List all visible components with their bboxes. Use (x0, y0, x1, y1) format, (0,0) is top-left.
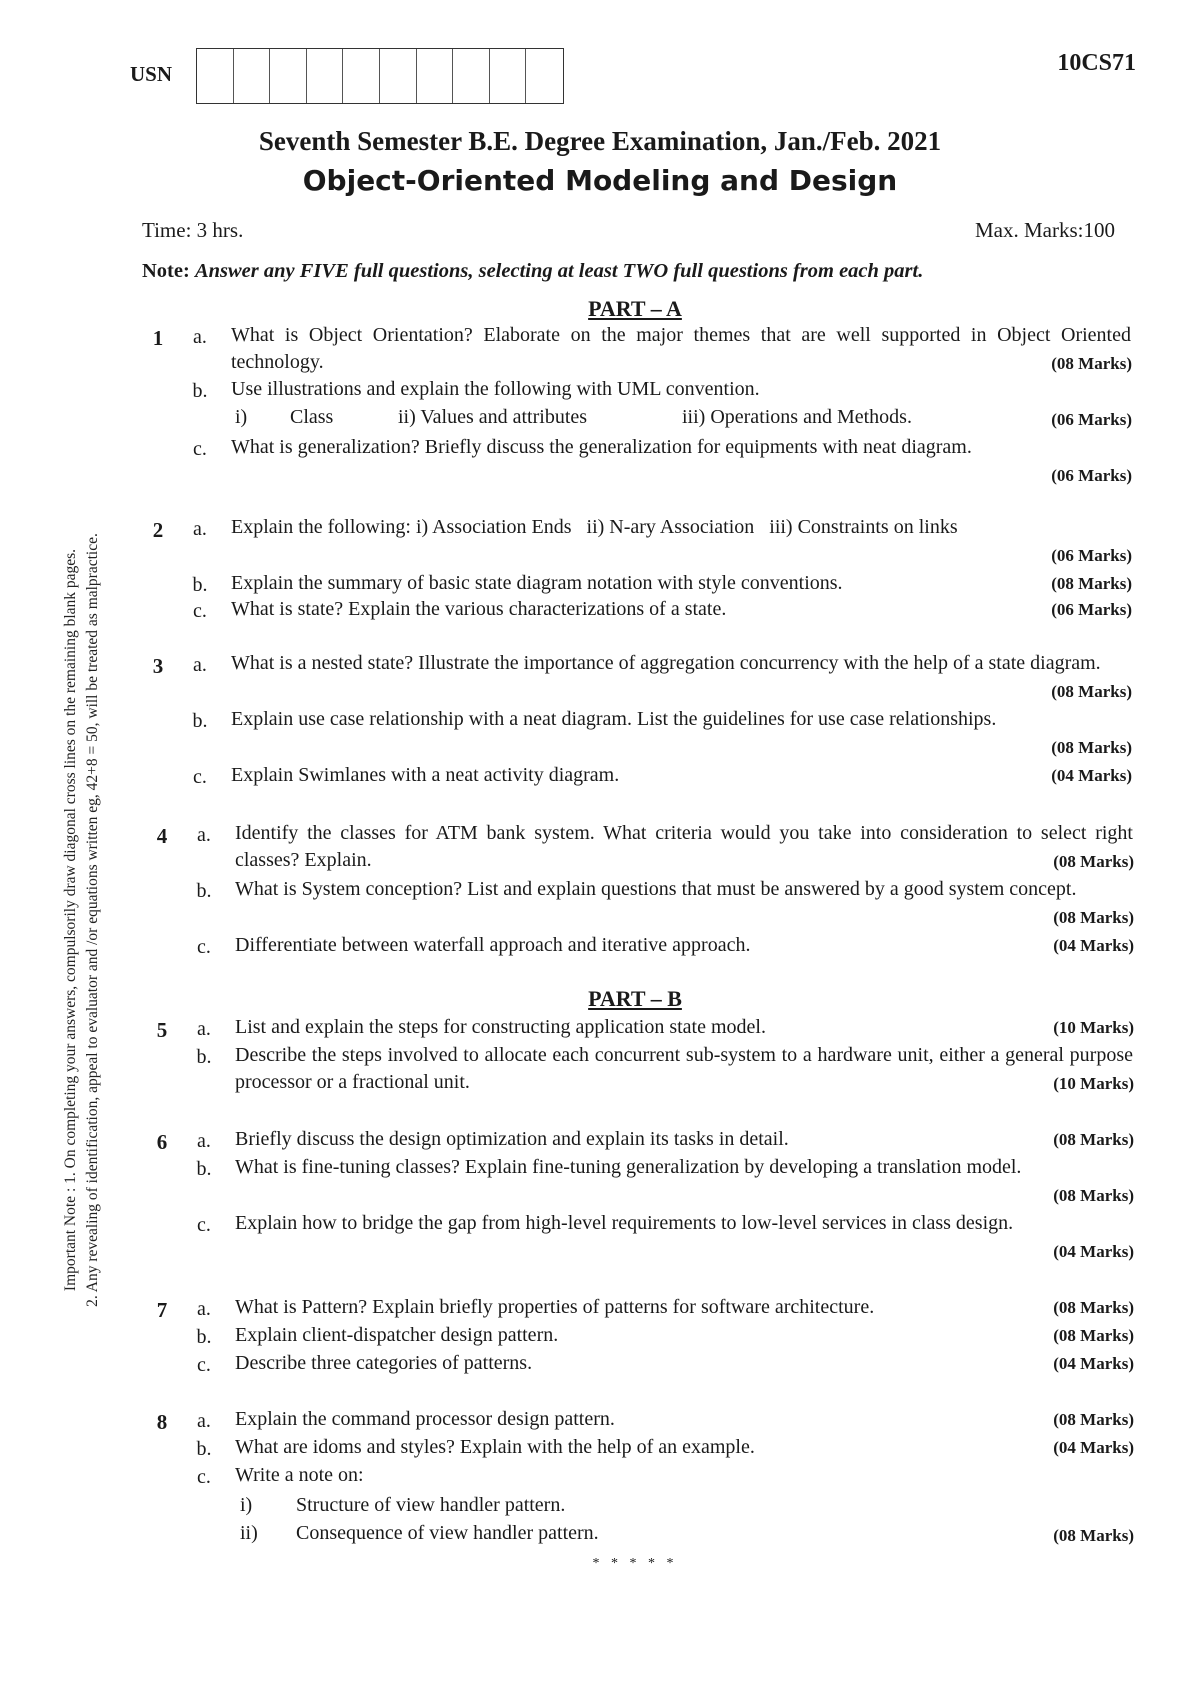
max-marks: Max. Marks:100 (975, 218, 1115, 242)
end-stars: * * * * * (592, 1556, 678, 1571)
marks: (08 Marks) (1053, 908, 1134, 927)
subquestion-label: b. (196, 1158, 212, 1180)
question-text: What are idoms and styles? Explain with the help of an example. (235, 1436, 755, 1458)
usn-box (417, 49, 454, 103)
question-number: 1 (152, 326, 164, 350)
list-item-text: Class (290, 406, 334, 428)
note-text: Answer any FIVE full questions, selecting at least TWO full questions from each part. (194, 260, 924, 282)
subquestion-label: c. (197, 1354, 211, 1376)
question-text: What is a nested state? Illustrate the importance of aggregation concurrency with the help of a state diagram. (231, 652, 1101, 674)
subquestion-label: c. (193, 766, 207, 788)
marks: (04 Marks) (1053, 1242, 1134, 1261)
usn-boxes (196, 48, 564, 104)
marks: (08 Marks) (1053, 1186, 1134, 1205)
question-number: 8 (156, 1410, 168, 1434)
part-a-heading: PART – A (588, 296, 682, 321)
exam-title: Seventh Semester B.E. Degree Examination, Jan./Feb. 2021 (258, 126, 942, 156)
usn-box (453, 49, 490, 103)
question-text: What is System conception? List and explain questions that must be answered by a good system concept. (235, 878, 1077, 900)
question-text: Explain Swimlanes with a neat activity diagram. (231, 764, 620, 786)
subquestion-label: b. (192, 710, 208, 732)
question-text: Describe the steps involved to allocate each concurrent sub-system to a hardware unit, either a general purpose processor or a fractional unit. (235, 1044, 1133, 1093)
instructions-note (142, 260, 923, 283)
usn-box (307, 49, 344, 103)
subquestion-label: a. (197, 824, 211, 846)
marks: (08 Marks) (1053, 1298, 1134, 1317)
question-text: What is fine-tuning classes? Explain fine-tuning generalization by developing a translation model. (235, 1156, 1022, 1178)
subquestion-label: a. (197, 1298, 211, 1320)
marks: (08 Marks) (1053, 1326, 1134, 1345)
subject-title: Object-Oriented Modeling and Design (302, 164, 898, 197)
subquestion-label: b. (196, 880, 212, 902)
subquestion-label: a. (197, 1410, 211, 1432)
subquestion-label: b. (192, 574, 208, 596)
marks: (06 Marks) (1051, 466, 1132, 485)
question-text: Explain the summary of basic state diagram notation with style conventions. (231, 572, 843, 594)
question-number: 7 (156, 1298, 168, 1322)
marks: (10 Marks) (1053, 1018, 1134, 1037)
subquestion-label: c. (197, 1214, 211, 1236)
part-b-heading: PART – B (588, 986, 682, 1011)
list-item-number: i) (240, 1494, 253, 1516)
question-text: Explain client-dispatcher design pattern. (235, 1324, 559, 1346)
subquestion-label: c. (193, 600, 207, 622)
marks: (08 Marks) (1053, 1130, 1134, 1149)
subquestion-label: b. (196, 1326, 212, 1348)
list-item-number: i) (235, 406, 248, 428)
list-item-text: Consequence of view handler pattern. (296, 1522, 599, 1544)
usn-box (490, 49, 527, 103)
usn-box (197, 49, 234, 103)
subquestion-label: b. (196, 1046, 212, 1068)
subquestion-label: b. (196, 1438, 212, 1460)
subquestion-label: a. (197, 1018, 211, 1040)
subquestion-label: a. (197, 1130, 211, 1152)
question-number: 2 (152, 518, 164, 542)
marks: (08 Marks) (1051, 354, 1132, 373)
question-number: 3 (152, 654, 164, 678)
question-text: Explain how to bridge the gap from high-level requirements to low-level services in class design. (235, 1212, 1014, 1234)
question-text: Use illustrations and explain the following with UML convention. (231, 378, 760, 400)
question-text: List and explain the steps for constructing application state model. (235, 1016, 766, 1038)
question-text: What is Pattern? Explain briefly properties of patterns for software architecture. (235, 1296, 875, 1318)
question-text: Explain the following: i) Association Ends ii) N-ary Association iii) Constraints on links (231, 516, 958, 538)
usn-label: USN (130, 62, 173, 86)
question-number: 6 (156, 1130, 168, 1154)
usn-box (343, 49, 380, 103)
subquestion-label: a. (193, 326, 207, 348)
subquestion-label: a. (193, 518, 207, 540)
marks: (08 Marks) (1053, 1410, 1134, 1429)
subquestion-label: c. (193, 438, 207, 460)
marks: (04 Marks) (1053, 936, 1134, 955)
question-text: What is Object Orientation? Elaborate on the major themes that are well supported in Object Oriented technology. (231, 324, 1131, 373)
question-text: Identify the classes for ATM bank system. What criteria would you take into consideration to select right classes? Explain. (235, 822, 1133, 871)
time-allowed: Time: 3 hrs. (142, 218, 244, 242)
question-text: Differentiate between waterfall approach and iterative approach. (235, 934, 751, 956)
list-item-text: ii) Values and attributes (398, 406, 588, 428)
marks: (08 Marks) (1053, 852, 1134, 871)
marks: (08 Marks) (1051, 682, 1132, 701)
subquestion-label: b. (192, 380, 208, 402)
marks: (08 Marks) (1051, 738, 1132, 757)
question-number: 5 (156, 1018, 168, 1042)
list-item-text: iii) Operations and Methods. (682, 406, 912, 428)
marks: (08 Marks) (1053, 1526, 1134, 1545)
marks: (06 Marks) (1051, 600, 1132, 619)
question-text: Explain the command processor design pattern. (235, 1408, 615, 1430)
usn-box (380, 49, 417, 103)
side-important-note (60, 360, 130, 1480)
subquestion-label: a. (193, 654, 207, 676)
usn-box (526, 49, 563, 103)
subquestion-label: c. (197, 936, 211, 958)
course-code: 10CS71 (1057, 50, 1136, 76)
marks: (04 Marks) (1051, 766, 1132, 785)
marks: (04 Marks) (1053, 1438, 1134, 1457)
list-item-text: Structure of view handler pattern. (296, 1494, 566, 1516)
marks: (06 Marks) (1051, 546, 1132, 565)
question-text: What is generalization? Briefly discuss the generalization for equipments with neat diagram. (231, 436, 972, 458)
list-item-number: ii) (240, 1522, 258, 1544)
subquestion-label: c. (197, 1466, 211, 1488)
question-text: What is state? Explain the various characterizations of a state. (231, 598, 727, 620)
question-number: 4 (156, 824, 168, 848)
question-text: Briefly discuss the design optimization and explain its tasks in detail. (235, 1128, 789, 1150)
question-text: Describe three categories of patterns. (235, 1352, 533, 1374)
marks: (08 Marks) (1051, 574, 1132, 593)
note-label: Note: (142, 260, 190, 282)
question-text: Write a note on: (235, 1464, 364, 1486)
usn-box (234, 49, 271, 103)
usn-box (270, 49, 307, 103)
marks: (10 Marks) (1053, 1074, 1134, 1093)
side-note-line-2: 2. Any revealing of identification, appeal to evaluator and /or equations written eg, 42+8 = 50, will be treated as malpractice. (84, 533, 101, 1307)
side-note-line-1: Important Note : 1. On completing your answers, compulsorily draw diagonal cross lines on the remaining blank pages. (62, 548, 79, 1292)
marks: (04 Marks) (1053, 1354, 1134, 1373)
marks: (06 Marks) (1051, 410, 1132, 429)
question-text: Explain use case relationship with a neat diagram. List the guidelines for use case relationships. (231, 708, 997, 730)
